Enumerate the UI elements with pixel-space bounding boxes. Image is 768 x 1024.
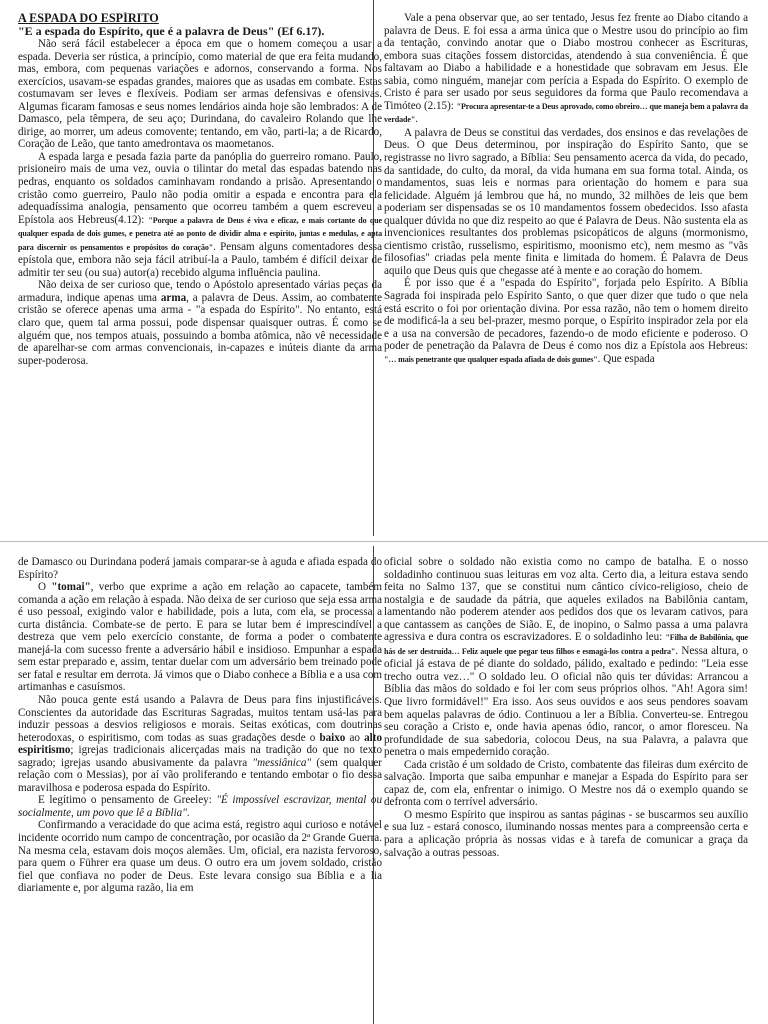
scripture-quote: "Porque a palavra de Deus é viva e eficaz, e mais cortante do que qualquer espada de dois gumes, e penetra até ao ponto de dividir alma e espírito, juntas e medulas, e apta para discernir os pensamentos e propósitos do coração" <box>18 215 382 252</box>
text: ; igrejas tradicionais alicerçadas mais na tradição do que no texto sagrado; igrejas usando abusivamente da palavra <box>18 744 382 769</box>
article-title: A ESPADA DO ESPÍRITO <box>18 12 159 25</box>
scripture-quote: "Filha de Babilônia, que hás de ser destruída… Feliz aquele que pegar teus filhos e esmagá-los contra a pedra" <box>384 633 748 656</box>
text: , verbo que exprime a ação em relação ao capacete, também comanda a ação em relação à espada. Não deixa de ser curioso que seja essa arma é uso pessoal, exigindo valor e habilidade, pois a luta, com ela, se processa a curta distância. Combate-se de perto. E para se lutar bem é imprescindível a destreza que vem pelo exercício constante, de forma a poder o combatente manejá-la com sucesso frente a adversário hábil e insidioso. Empunhar a espada sem estar preparado e, assim, tentar duelar com um adversário bem treinado pode ser fatal e resultar em derrota. Já vimos que o Diabo conhece a Bíblia e a usa com artimanhas e casuísmos. <box>18 581 382 694</box>
text: Vale a pena observar que, ao ser tentado, Jesus fez frente ao Diabo citando a palavra de Deus. E foi essa a arma única que o Mestre usou do princípio ao fim da tentação, convindo anotar que o Diabo mostrou conhecer as Escrituras, embora suas citações fossem distorcidas, atendendo à sua conveniência. É que faltavam ao Diabo a habilidade e a honestidade que sobravam em Jesus. Ele sabia, como ninguém, manejar com perícia a Espada do Espírito. O exemplo de Cristo é para ser usado por seus seguidores da forma que Paulo recomendava a Timóteo (2.15): <box>384 12 748 112</box>
text: . Nessa altura, o oficial já estava de pé diante do soldado, pálido, exaltado e pedindo: "Leia esse trecho outra vez…" O soldado leu. O oficial não quis ter dúvidas: Arrancou a Bíblia das mãos do soldado e foi ler com seus próprios olhos. "Ah! Agora sim! Que livro formidável!" Era isso. Aos seus ouvidos e aos seus pendores soavam bem aquelas palavras de ódio. Continuou a ler a Bíblia. Converteu-se. Entregou seu coração a Cristo e, onde havia apenas ódio, rancor, o amor floresceu. Na profundidade de sua sabedoria, colocou Deus, na sua Palavra, a palavra que penetra o mais empedernido coração. <box>384 644 748 759</box>
paragraph: de Damasco ou Durindana poderá jamais comparar-se à aguda e afiada espada do Espírito? <box>18 556 382 581</box>
paragraph <box>384 556 748 759</box>
text: A espada larga e pesada fazia parte da panóplia do guerreiro romano. Paulo, prisioneiro mais de uma vez, ouvia o tilintar do metal das espadas batendo nas pedras, enquanto os soldados caminhavam rondando a prisão. Apresentando o cristão como guerreiro, Paulo não podia omitir a espada e encontra para ela adequadíssima analogia, pensamento que ocorreu também a quem escreveu a Epístola aos Hebreus(4.12): <box>18 150 382 226</box>
paragraph <box>18 794 382 819</box>
column-4 <box>384 556 748 1024</box>
emphasis: "tomai" <box>51 581 91 594</box>
text: . Que espada <box>597 352 655 365</box>
emphasis: baixo <box>319 731 346 744</box>
scripture-quote: "… mais penetrante que qualquer espada afiada de dois gumes" <box>384 354 598 364</box>
italic-term: "messiânica" <box>252 756 312 769</box>
text: . <box>415 113 418 126</box>
emphasis: alto espiritismo <box>18 731 382 757</box>
page-break <box>0 541 768 542</box>
emphasis: arma <box>160 291 187 304</box>
paragraph: O mesmo Espírito que inspirou as santas páginas - se buscarmos seu auxílio e sua luz - estará conosco, iluminando nossas mentes para a compreensão certa e para a aplicação própria às nossas vidas e à tarefa de comunicar a graça da salvação a outras pessoas. <box>384 808 748 859</box>
text: . Pensam alguns comentadores dessa epístola que, embora não seja fácil atribuí-la a Paulo, também é difícil deixar de admitir ter seu (ou sua) autor(a) recebido alguma influência paulina. <box>18 240 382 279</box>
text: ao <box>345 731 365 744</box>
paragraph <box>384 277 748 366</box>
paragraph <box>18 581 382 694</box>
text: O <box>38 581 52 594</box>
italic-quote: "É impossível escravizar, mental ou socialmente, um povo que lê a Bíblia" <box>18 794 382 819</box>
column-1 <box>18 12 382 532</box>
text: (sem qualquer relação com o Messias), por aí vão proliferando e tentando embotar o fio dessa maravilhosa e poderosa espada do Espírito. <box>18 756 382 794</box>
paragraph <box>18 151 382 279</box>
paragraph: Confirmando a veracidade do que acima está, registro aqui curioso e notável incidente ocorrido num campo de concentração, por ocasião da 2ª Grande Guerra. Na mesma cela, estavam dois moços alemães. Um, oficial, era nazista fervoroso, para quem o Führer era quase um deus. O outro era um jovem soldado, cristão fiel que confiava no poder de Deus. Este levara consigo sua Bíblia e a lia diariamente e, por alguma razão, lia em <box>18 819 382 895</box>
text: oficial sobre o soldado não existia como no campo de batalha. E o nosso soldadinho continuou suas leituras em voz alta. Certo dia, a leitura estava sendo feita no Salmo 137, que se constitui num cântico cívico-religioso, cheio de nostalgia e de saudade da pátria, que aqueles exilados na Babilônia cantam, lamentando não poderem atender aos pedidos dos que os levaram cativos, para que cantassem as canções de Sião. E, de inopino, o Salmo passa a uma palavra agressiva e dura contra os escravizadores. E o soldadinho leu: <box>384 556 748 644</box>
article-subtitle: "E a espada do Espírito, que é a palavra de Deus" (Ef 6.17). <box>18 24 325 38</box>
paragraph: Cada cristão é um soldado de Cristo, combatente das fileiras dum exército de salvação. Importa que saiba empunhar e manejar a Espada do Espírito para ser capaz de, com ela, enfrentar o inimigo. O Mestre nos dá o exemplo quando se defronta com o terrível adversário. <box>384 758 748 809</box>
text: , a palavra de Deus. Assim, ao combatente cristão se oferece apenas uma arma - "a espada do Espírito". No entanto, está claro que, quem tal arma possui, pode dispensar quaisquer outras. É como se alguém que, nos tempos atuais, possuindo a bomba atômica, não vê necessidade de aparelhar-se com armas convencionais, in-capazes e inúteis diante da arma super-poderosa. <box>18 291 382 367</box>
paragraph: A palavra de Deus se constitui das verdades, dos ensinos e das revelações de Deus. O que Deus determinou, por inspiração do Espírito Santo, que se registrasse no livro sagrado, a Bíblia: Seu pensamento acerca da vida, do pecado, da santidade, do culto, da moral, da vida humana em sua forma total. Ainda, os mandamentos, suas leis e normas para orientação do homem e para sua felicidade. Alguém já lembrou que há, no mundo, 32 milhões de leis que bem poderiam ser dispensadas se os 10 mandamentos fossem obedecidos. Isso afasta qualquer dúvida no que diz respeito ao que é Palavra de Deus. Não sustenta ela as invencionices resultantes dos problemas psicopáticos de alguns (mormonismo, cientismo cristão, russelismo, espiritismo, moonismo etc), nem mesmo as "vãs filosofias" criadas pela mente finita e limitada do homem. É Palavra de Deus aquilo que Deus quis que chegasse até à mente e ao coração do homem. <box>384 126 748 277</box>
text: Não deixa de ser curioso que, tendo o Apóstolo apresentado várias peças da armadura, indique apenas uma <box>18 279 382 304</box>
text: É por isso que é a "espada do Espírito", forjada pelo Espírito. A Bíblia Sagrada foi inspirada pelo Espírito Santo, o que quer dizer que tudo o que nela está escrito o foi por orientação divina. Por essa razão, não tem o homem direito de modificá-la a seu bel-prazer, mesmo porque, o Espírito inspirador zela por ela e a usa na conversão de pecadores, fazendo-o de modo eficiente e poderoso. O poder de penetração da Palavra de Deus é como nos diz a Epístola aos Hebreus: <box>384 277 748 353</box>
text: E legítimo o pensamento de Greeley: <box>38 794 217 807</box>
column-2 <box>384 12 748 532</box>
scripture-quote: "Procura apresentar-te a Deus aprovado, como obreiro… que maneja bem a palavra da verdade" <box>384 101 748 125</box>
paragraph <box>18 279 382 367</box>
paragraph: Não será fácil estabelecer a época em que o homem começou a usar a espada. Deveria ser rústica, a princípio, como material de que era feita mudando, mas, embora, com pequenas variações e adornos, conservando a forma. Nos exercícios, usavam-se espadas grandes, maiores que as usadas em combate. Estas costumavam ser leves e flexíveis. Podiam ser armas defensivas e ofensivas. Algumas ficaram famosas e seus nomes lendários ainda hoje são lembrados: A de Damasco, pela têmpera, de seu aço; Durindana, do cavaleiro Rolando que lhe dirige, ao morrer, um adeus comovente; tentando, em vão, parti-la; a de Ricardo, Coração de Leão, que tanto amedrontava os maometanos. <box>18 38 382 151</box>
column-3 <box>18 556 382 1024</box>
paragraph <box>384 12 748 127</box>
paragraph <box>18 694 382 794</box>
text: Não pouca gente está usando a Palavra de Deus para fins injustificáveis. Conscientes da autoridade das Escrituras Sagradas, muitos tentam usá-las para induzir pessoas a desvios religiosos e morais. Seitas exóticas, com doutrinas heterodoxas, o espiritismo, com todas as suas gradações desde o <box>18 694 382 744</box>
text: . <box>186 806 190 819</box>
